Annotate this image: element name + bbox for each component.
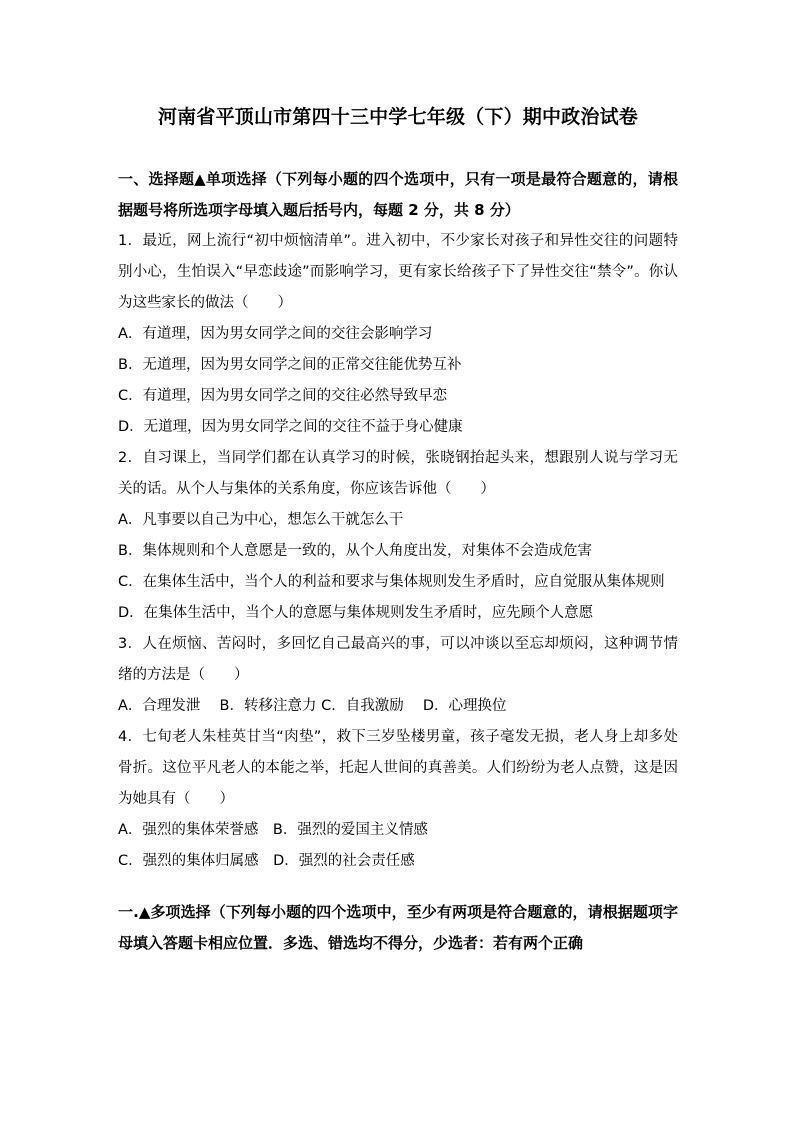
question-2-option-b: B．集体规则和个人意愿是一致的，从个人角度出发，对集体不会造成危害 <box>118 543 592 559</box>
section-2-heading: 一.▲多项选择（下列每小题的四个选项中，至少有两项是符合题意的，请根据题项字母填入答题卡相应位置．多选、错选均不得分，少选者：若有两个正确 <box>118 903 678 952</box>
question-1-stem: 1．最近，网上流行“初中烦恼清单”。进入初中，不少家长对孩子和异性交往的问题特别小心，生怕误入“早恋歧途”而影响学习，更有家长给孩子下了异性交往“禁令”。你认为这些家长的做法（ ） <box>118 233 678 311</box>
question-4-options-ab: A．强烈的集体荣誉感 B．强烈的爱国主义情感 <box>118 822 428 838</box>
question-2-option-d: D．在集体生活中，当个人的意愿与集体规则发生矛盾时，应先顾个人意愿 <box>118 605 594 621</box>
section-1-heading: 一、选择题▲单项选择（下列每小题的四个选项中，只有一项是最符合题意的，请根据题号将所选项字母填入题后括号内，每题 2 分，共 8 分） <box>118 170 678 219</box>
exam-page <box>118 100 678 959</box>
question-1-option-b: B．无道理，因为男女同学之间的正常交往能优势互补 <box>118 357 462 373</box>
question-3 <box>118 629 678 722</box>
section-gap <box>118 877 678 897</box>
question-2-option-c: C．在集体生活中，当个人的利益和要求与集体规则发生矛盾时，应自觉服从集体规则 <box>118 574 665 590</box>
question-3-options: A．合理发泄 B．转移注意力 C．自我激励 D．心理换位 <box>118 698 507 714</box>
page-title: 河南省平顶山市第四十三中学七年级（下）期中政治试卷 <box>157 106 638 128</box>
question-1-option-c: C．有道理，因为男女同学之间的交往必然导致早恋 <box>118 388 448 404</box>
question-2-option-a: A．凡事要以自己为中心，想怎么干就怎么干 <box>118 512 404 528</box>
question-3-stem: 3．人在烦恼、苦闷时，多回忆自己最高兴的事，可以冲谈以至忘却烦闷，这种调节情绪的方法是（ ） <box>118 636 678 683</box>
question-4 <box>118 722 678 877</box>
question-1-option-d: D．无道理，因为男女同学之间的交往不益于身心健康 <box>118 419 463 435</box>
question-4-stem: 4．七旬老人朱桂英甘当“肉垫”，救下三岁坠楼男童，孩子毫发无损，老人身上却多处骨折。这位平凡老人的本能之举，托起人世间的真善美。人们纷纷为老人点赞，这是因为她具有（ ） <box>118 729 678 807</box>
question-1-option-a: A．有道理，因为男女同学之间的交往会影响学习 <box>118 326 433 342</box>
question-1 <box>118 226 678 443</box>
question-2 <box>118 443 678 629</box>
question-2-stem: 2．自习课上，当同学们都在认真学习的时候，张晓钢抬起头来，想跟别人说与学习无关的话。从个人与集体的关系角度，你应该告诉他（ ） <box>118 450 678 497</box>
question-4-options-cd: C．强烈的集体归属感 D．强烈的社会责任感 <box>118 853 415 869</box>
